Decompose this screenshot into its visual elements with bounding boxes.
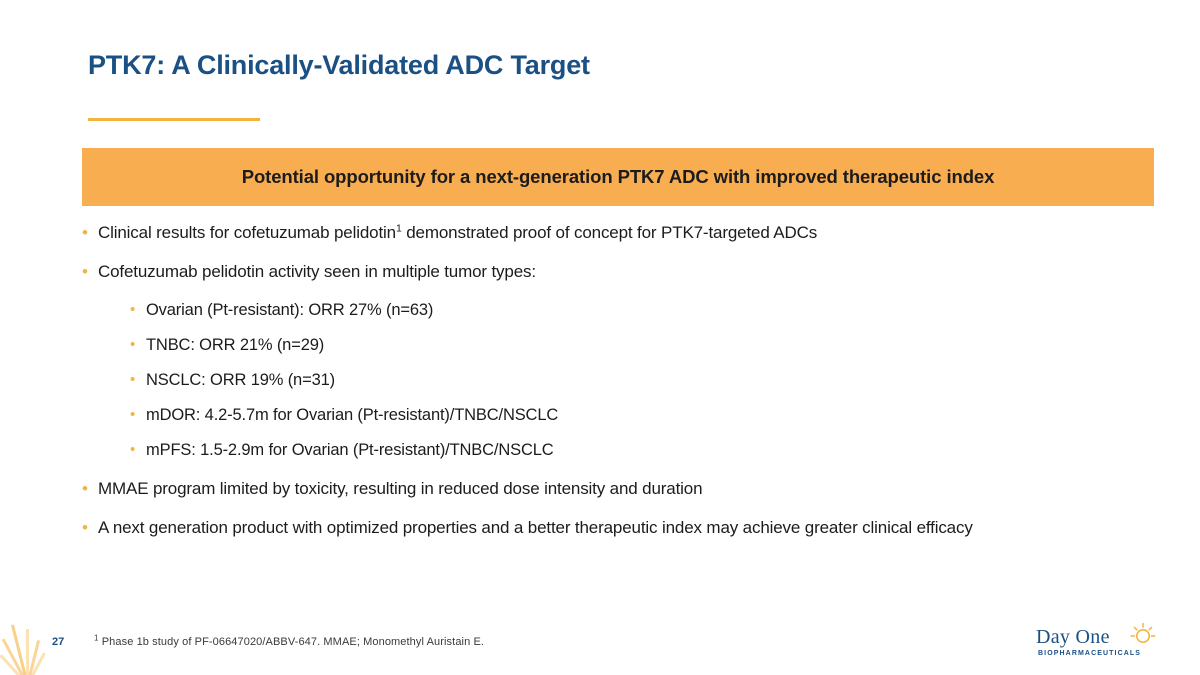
sub-bullet-list: [130, 299, 1162, 461]
list-item-text-part2: demonstrated proof of concept for PTK7-targeted ADCs: [401, 223, 818, 242]
list-item-label: NSCLC: ORR 19% (n=31): [146, 371, 335, 389]
footnote-text: [94, 633, 485, 648]
footnote-ref: 1: [395, 222, 402, 235]
list-item: [82, 478, 1162, 500]
list-item-label: Ovarian (Pt-resistant): ORR 27% (n=63): [146, 301, 434, 319]
company-logo: [1036, 622, 1156, 664]
sun-icon: [1130, 622, 1156, 648]
bullet-marker-icon: •: [82, 479, 88, 498]
footnote-body: Phase 1b study of PF-06647020/ABBV-647. MMAE; Monomethyl Auristain E.: [98, 636, 485, 648]
list-item-label: mPFS: 1.5-2.9m for Ovarian (Pt-resistant)/TNBC/NSCLC: [146, 441, 554, 459]
list-item: [130, 299, 1162, 321]
list-item: [130, 334, 1162, 356]
list-item: [82, 222, 1162, 244]
bullet-marker-icon: •: [130, 336, 136, 353]
list-item-label: [98, 222, 817, 244]
bullet-marker-icon: •: [130, 406, 136, 423]
bullet-marker-icon: •: [82, 261, 88, 281]
bullet-marker-icon: •: [82, 517, 88, 537]
bullet-marker-icon: •: [130, 371, 136, 388]
list-item-text-part1: Clinical results for cofetuzumab pelidotin: [98, 223, 396, 242]
callout-banner: [82, 148, 1154, 206]
page-title: PTK7: A Clinically-Validated ADC Target: [88, 50, 590, 80]
list-item: [130, 439, 1162, 461]
logo-tagline: BIOPHARMACEUTICALS: [1038, 650, 1142, 657]
bullet-list: [82, 222, 1162, 555]
list-item-label: Cofetuzumab pelidotin activity seen in multiple tumor types:: [98, 261, 536, 281]
list-item: [130, 369, 1162, 391]
title-underline-rule: [88, 118, 260, 121]
list-item: [82, 517, 1162, 539]
page-number: 27: [52, 636, 65, 648]
list-item-label: MMAE program limited by toxicity, resulting in reduced dose intensity and duration: [98, 479, 703, 498]
list-item: [82, 261, 1162, 283]
list-item-label: TNBC: ORR 21% (n=29): [146, 336, 325, 354]
list-item-label: A next generation product with optimized properties and a better therapeutic index may achieve greater clinical efficacy: [98, 517, 973, 537]
logo-name: Day One: [1036, 626, 1110, 648]
callout-banner-text: Potential opportunity for a next-generation PTK7 ADC with improved therapeutic index: [241, 166, 995, 187]
list-item-label: mDOR: 4.2-5.7m for Ovarian (Pt-resistant)/TNBC/NSCLC: [146, 406, 559, 424]
bullet-marker-icon: •: [82, 223, 88, 242]
bullet-marker-icon: •: [130, 441, 136, 458]
footnote-marker: 1: [94, 633, 99, 643]
list-item: [130, 404, 1162, 426]
bullet-marker-icon: •: [130, 301, 136, 318]
